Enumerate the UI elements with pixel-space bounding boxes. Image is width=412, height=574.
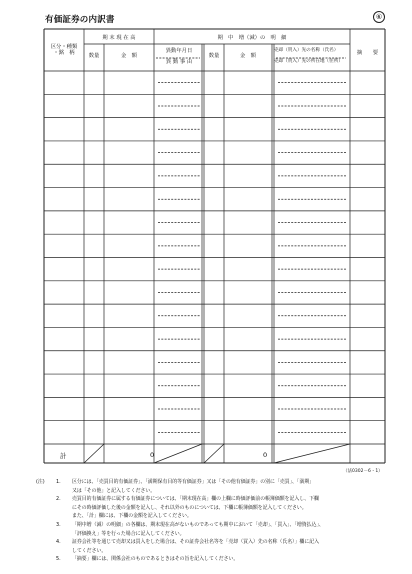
total-change-amount: 0 [263, 451, 268, 459]
total-diagonal [204, 444, 224, 463]
note-number: 2. [56, 496, 61, 503]
form-code: （法0302－6・1） [343, 469, 383, 474]
note-text: してください。 [72, 547, 107, 554]
note-line [36, 547, 396, 556]
note-line [36, 504, 396, 513]
note-text: 又は「その他」と記入してください。 [72, 487, 156, 494]
total-diagonal [84, 444, 104, 463]
note-number: 1. [56, 479, 61, 485]
note-text: 売買目的有価証券に属する有価証券については、「期末現在高」欄の上欄に時価評価前の帳簿価額を記入し、下欄 [72, 496, 319, 503]
note-line [36, 495, 396, 504]
note-line [36, 538, 396, 547]
form-title: 有価証券の内訳書 [45, 15, 115, 25]
note-text: また、「計」欄には、下欄の金額を記入してください。 [72, 513, 192, 520]
header-change-amount: 金 額 [240, 53, 256, 59]
total-diagonal [274, 444, 350, 463]
notes-prefix: (注) [36, 479, 45, 485]
header-closing-balance: 期 末 現 在 高 [102, 35, 136, 41]
note-number: 5. [56, 556, 61, 563]
note-line [36, 521, 396, 530]
note-line [36, 512, 396, 521]
header-change-quantity: 数量 [208, 53, 220, 59]
note-text: 区分には、「売買目的有価証券」、「満期保有目的等有価証券」又は「その他有価証券」の別に「売買」、「満期」 [72, 479, 315, 485]
total-label: 計 [60, 452, 67, 460]
header-counterparty-address: 売却（買入）先の所在地（住所） [274, 59, 343, 64]
notes-section [36, 478, 396, 564]
header-remarks: 摘 要 [356, 50, 379, 56]
page-number-mark: ⑥ [373, 11, 385, 23]
header-closing-quantity: 数量 [88, 53, 100, 59]
header-counterparty-name: 売却（買入）先の名称（氏名） [274, 48, 339, 53]
header-change-date: 異動年月日 [165, 48, 193, 54]
note-text: 「評価換え」等を行った場合に記入してください。 [72, 530, 185, 537]
note-text: にその時価評価した後の金額を記入し、それ以外のものについては、下欄に帳簿価額を記入してください。 [72, 504, 307, 511]
note-line [36, 487, 396, 496]
header-closing-amount: 金 額 [121, 53, 137, 59]
note-line [36, 478, 396, 487]
total-closing-amount: 0 [150, 451, 155, 459]
note-text: 「期中増（減）の明細」の各欄は、期末現在高がないものであっても期中において「売却」、「買入」、「増資払込」、 [72, 521, 324, 528]
note-text: 証券会社等を通じて売却又は買入をした場合は、その証券会社名等を「売却（買入）先の名称（氏名）」欄に記入 [72, 539, 319, 546]
note-line [36, 555, 396, 564]
note-number: 4. [56, 539, 61, 546]
header-change-reason: 異 動 事 由 [165, 59, 193, 65]
header-classification: 区分・種類 ・銘 柄 [50, 44, 78, 57]
total-diagonal [154, 444, 202, 463]
note-line [36, 530, 396, 539]
note-text: 「摘要」欄には、関係会社のものであるときはその旨を記入してください。 [72, 556, 239, 563]
note-number: 3. [56, 521, 61, 528]
header-change-details: 期 中 増（減）の 明 細 [217, 35, 287, 41]
